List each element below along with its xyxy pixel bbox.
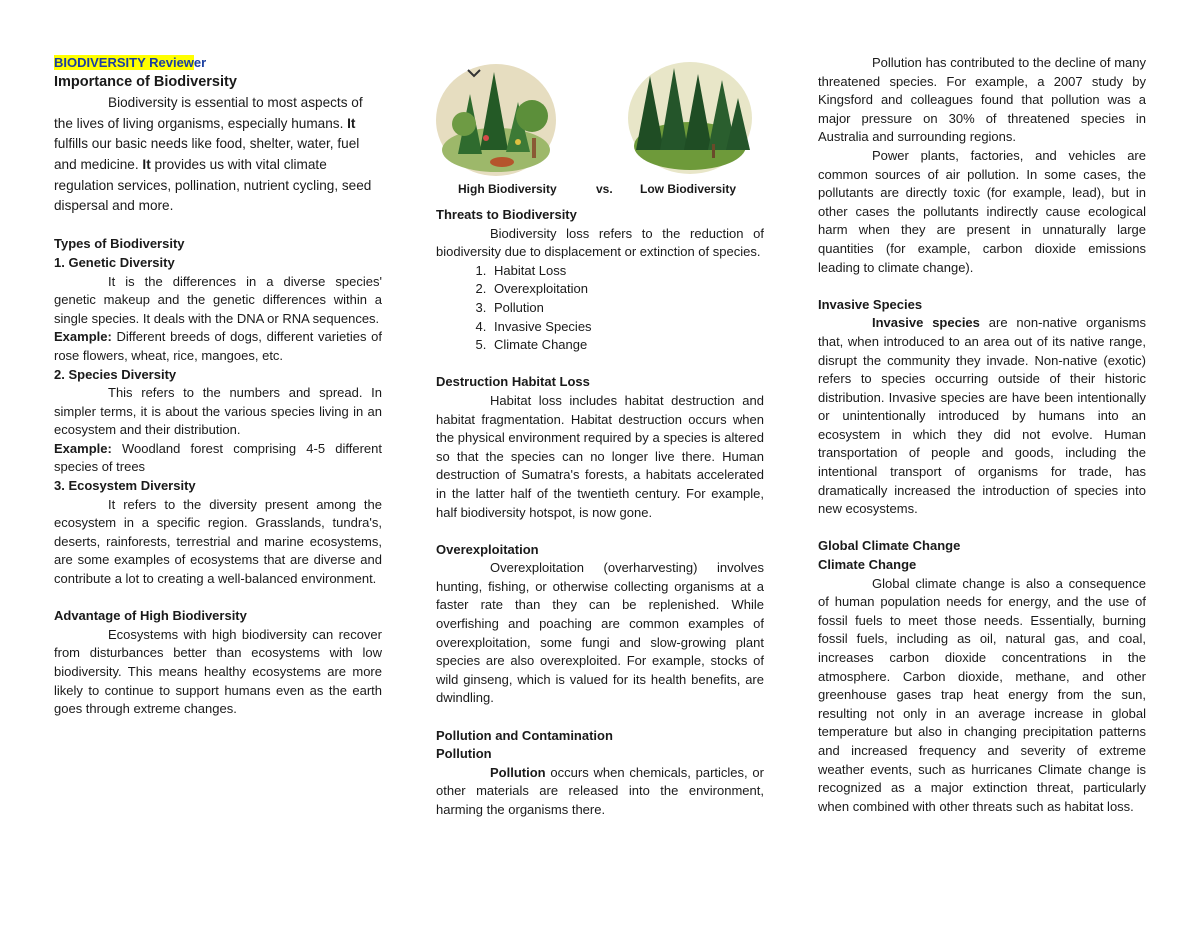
caption-vs: vs. xyxy=(596,182,613,196)
invasive-heading: Invasive Species xyxy=(818,296,923,312)
fox-icon xyxy=(490,157,514,167)
importance-heading: Importance of Biodiversity xyxy=(54,73,237,90)
species-heading: 2. Species Diversity xyxy=(54,366,177,382)
tree-icon xyxy=(516,100,548,132)
advantage-paragraph: Ecosystems with high biodiversity can recover from disturbances better than ecosystems with low biodiversity. This means healthy ecosystems are more likely to continue to support humans even as the earth goes through extreme changes. xyxy=(54,626,382,717)
genetic-heading: 1. Genetic Diversity xyxy=(54,254,175,270)
deer-icon xyxy=(712,144,715,158)
caption-high: High Biodiversity xyxy=(458,182,557,196)
threats-heading: Threats to Biodiversity xyxy=(436,207,577,222)
importance-paragraph: Biodiversity is essential to most aspects of the lives of living organisms, especially humans. It fulfills our basic needs like food, shelter, water, fuel and medicine. It provides us with vital climate regulation services, pollination, nutrient cycling, seed dispersal and more. xyxy=(54,95,372,214)
document-title: BIODIVERSITY Reviewer xyxy=(54,55,207,70)
deer-icon xyxy=(532,138,536,158)
list-item: 4. Invasive Species xyxy=(490,318,764,337)
advantage-heading: Advantage of High Biodiversity xyxy=(54,608,247,624)
threats-paragraph: Biodiversity loss refers to the reduction of biodiversity due to displacement or extinction of species. xyxy=(436,225,764,260)
climate-paragraph: Global climate change is also a consequence of human population needs for energy, and the use of fossil fuels to meet those needs. Essentially, burning fossil fuels, including as oil, natural gas, and coal, increases carbon dioxide concentrations in the atmosphere. Carbon dioxide, methane, and other greenhouse gases trap heat energy from the sun, resulting not only in an average increase in global temperature but also in changing precipitation patterns and increased frequency and severity of extreme weather events, such as hurricanes Climate change is recognized as a major extinction threat, particularly when combined with other threats such as habitat loss. xyxy=(818,575,1146,814)
habitat-heading: Destruction Habitat Loss xyxy=(436,374,590,390)
pollution-heading: Pollution and Contamination xyxy=(436,727,613,743)
species-example: Example: Woodland forest comprising 4-5 different species of trees xyxy=(54,440,382,475)
climate-heading: Global Climate Change xyxy=(818,538,961,554)
climate-subheading: Climate Change xyxy=(818,557,917,573)
genetic-example: Example: Different breeds of dogs, different varieties of rose flowers, wheat, rice, mangoes, etc. xyxy=(54,329,382,363)
list-item: 1. Habitat Loss xyxy=(490,262,764,281)
habitat-paragraph: Habitat loss includes habitat destruction and habitat fragmentation. Habitat destruction occurs when the physical environment required by a species is altered so that the species can no longer live there. Human destruction of Sumatra's forests, a habitats accelerated in the latter half of the twentieth century. For example, half biodiversity hotspot, is now gone. xyxy=(436,392,764,520)
pollution-paragraph: Pollution occurs when chemicals, particles, or other materials are released into the environment, harming the organisms there. xyxy=(436,764,764,817)
forest-comparison-image xyxy=(428,54,758,180)
overexploitation-heading: Overexploitation xyxy=(436,541,539,557)
list-item: 2. Overexploitation xyxy=(490,280,764,299)
list-item: 5. Climate Change xyxy=(490,336,764,355)
invasive-paragraph: Invasive species are non-native organisms that, when introduced to an area out of its native range, disrupt the community they invade. Non-native (exotic) refers to species occurring outside of their historic distribution. Invasive species are have been intentionally or unintentionally introduced by humans into an ecosystem in which they did not evolve. Human transportation of people and goods, including the intentional transport of organisms for trade, has dramatically increased the introduction of species into new ecosystems. xyxy=(818,315,1146,517)
column-middle xyxy=(436,54,764,820)
genetic-paragraph: It is the differences in a diverse species' genetic makeup and the genetic differences within a single species. It deals with the DNA or RNA sequences. xyxy=(54,273,382,326)
types-heading: Types of Biodiversity xyxy=(54,236,185,252)
species-paragraph: This refers to the numbers and spread. In simpler terms, it is about the various species living in an ecosystem and their distribution. xyxy=(54,385,382,438)
threats-list xyxy=(436,262,764,355)
tree-icon xyxy=(452,112,476,136)
list-item: 3. Pollution xyxy=(490,299,764,318)
ecosystem-heading: 3. Ecosystem Diversity xyxy=(54,478,196,494)
power-plants-paragraph: Power plants, factories, and vehicles are common sources of air pollution. In some cases, the pollutants are directly toxic (for example, lead), but in other cases the pollutants indirectly cause ecological harm when they are present in unnaturally large quantities (for example, carbon dioxide emissions leading to climate change). xyxy=(818,147,1146,275)
caption-low: Low Biodiversity xyxy=(640,182,737,196)
pollution-continued-paragraph: Pollution has contributed to the decline of many threatened species. For example, a 2007 study by Kingsford and colleagues found that pollution was a major pressure on 30% of threatened species in Australia and surrounding regions. xyxy=(818,55,1146,145)
biodiversity-illustration xyxy=(428,54,764,206)
overexploitation-paragraph: Overexploitation (overharvesting) involves hunting, fishing, or otherwise collecting organisms at a faster rate than they can be replenished. While overfishing and poaching are common examples of overexploitation, some fungi and slow-growing plant species are also overexploited. For example, stocks of wild ginseng, which is valued for its health benefits, are dwindling. xyxy=(436,560,764,706)
column-left xyxy=(54,54,382,719)
ecosystem-paragraph: It refers to the diversity present among the ecosystem in a specific region. Grasslands, tundra's, deserts, rainforests, terrestrial and marine ecosystems, are some examples of ecosystems that are diverse and contribute a lot to creating a well-balanced environment. xyxy=(54,496,382,587)
pollution-subheading: Pollution xyxy=(436,746,492,762)
column-right xyxy=(818,54,1146,816)
